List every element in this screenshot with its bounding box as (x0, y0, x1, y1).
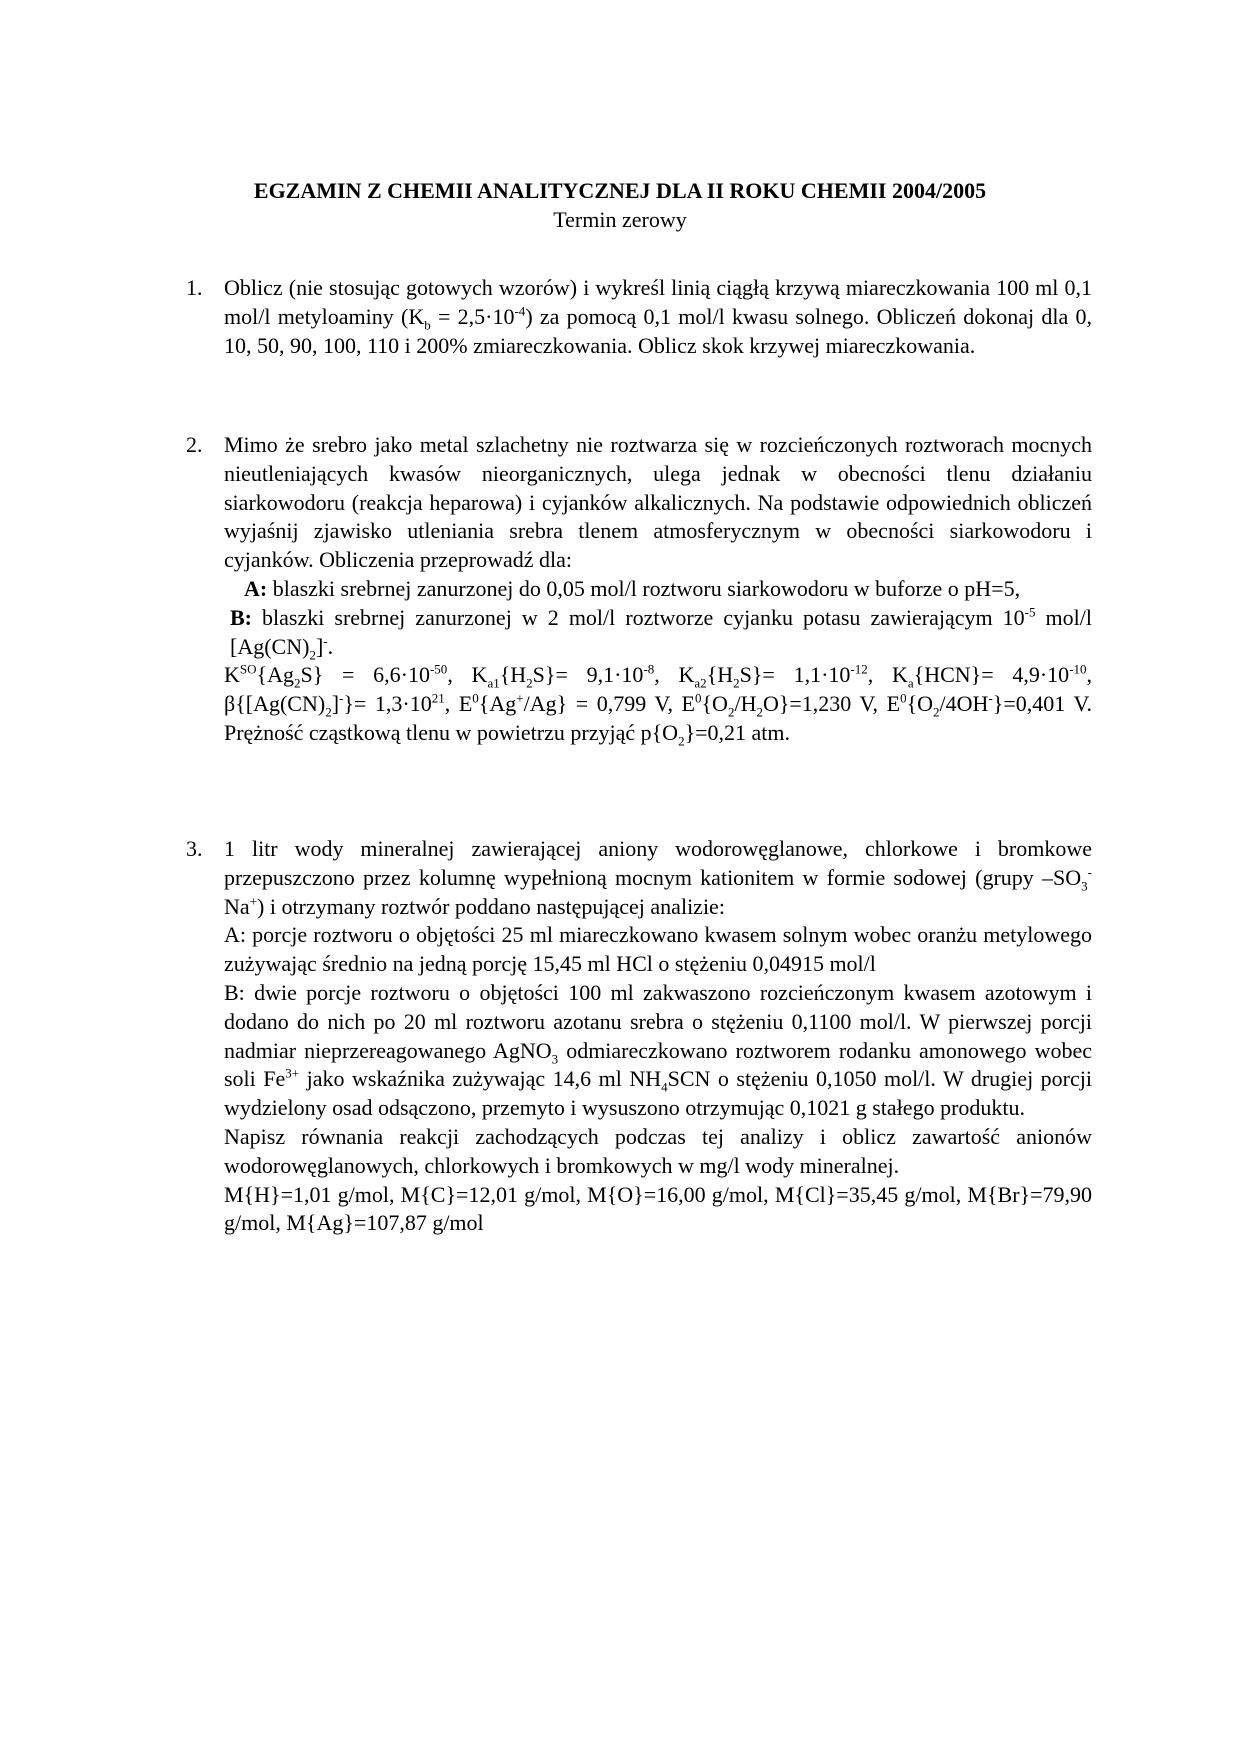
task-1-text (224, 274, 1092, 360)
task-3-text-part: SCN o stężeniu 0,1050 mol/l. W drugiej porcji wydzielony osad odsączono, przemyto i wysuszono otrzymując 0,1021 g stałego produktu. (224, 1066, 1092, 1121)
subscript: b (424, 317, 431, 333)
task-2-part-b (224, 604, 1092, 662)
task-2-part-a (224, 575, 1092, 604)
const-text: }=0,401 V. Prężność cząstkową tlenu w powietrzu przyjąć p{O (224, 691, 1092, 745)
subscript: 2 (756, 704, 763, 720)
subscript: 3 (551, 1050, 559, 1066)
superscript: SO (239, 662, 257, 678)
superscript: - (1087, 864, 1092, 880)
const-text: , β{[Ag(CN) (224, 662, 1093, 717)
subscript: 2 (325, 704, 332, 720)
subscript: 2 (526, 675, 533, 691)
exam-subtitle: Termin zerowy (553, 207, 687, 232)
subscript: 2 (293, 675, 301, 691)
superscript: -5 (1024, 604, 1036, 620)
subscript: 3 (1081, 878, 1088, 894)
const-text: , K (867, 662, 908, 688)
task-3-text-part: ) i otrzymany roztwór poddano następującej analizie: (257, 893, 725, 919)
task-2-number: 2. (186, 432, 203, 457)
superscript: - (988, 690, 993, 706)
subscript: a2 (694, 675, 707, 691)
task-2-constants (224, 661, 1092, 747)
task-3-part-a: A: porcje roztworu o objętości 25 ml miareczkowano kwasem solnym wobec oranżu metylowego zużywając średnio na jedną porcję 15,45 ml HCl o stężeniu 0,04915 mol/l (224, 922, 1092, 977)
const-text: {O (906, 691, 934, 717)
task-3-body (224, 835, 1092, 1238)
task-3-part-b (224, 979, 1092, 1123)
superscript: + (249, 893, 257, 909)
task-3-intro (224, 835, 1092, 921)
superscript: 0 (900, 690, 907, 706)
subscript: 2 (727, 704, 735, 720)
task-3-molar-masses: M{H}=1,01 g/mol, M{C}=12,01 g/mol, M{O}=16,00 g/mol, M{Cl}=35,45 g/mol, M{Br}=79,90 g/mol, M{Ag}=107,87 g/mol (224, 1181, 1092, 1236)
subscript: 2 (309, 646, 316, 662)
task-1-number: 1. (186, 275, 203, 300)
const-text: , K (654, 662, 695, 688)
task-2 (186, 431, 1092, 748)
task-3 (186, 835, 1092, 1238)
task-3-text-part: Na (224, 893, 250, 919)
const-text: , K (447, 662, 488, 688)
superscript: + (516, 690, 524, 706)
const-text: S}= 9,1·10 (532, 662, 644, 688)
superscript: - (339, 690, 344, 706)
subscript: 2 (733, 675, 740, 691)
superscript: 0 (472, 690, 479, 706)
superscript: -50 (429, 662, 448, 678)
subscript: a1 (487, 675, 500, 691)
part-b-label: B: (230, 604, 252, 630)
subscript: 2 (933, 704, 940, 720)
task-3-number: 3. (186, 836, 203, 861)
part-a-text: blaszki srebrnej zanurzonej do 0,05 mol/l roztworu siarkowodoru w buforze o pH=5, (267, 575, 1021, 601)
task-1-body (224, 274, 1092, 360)
subscript: 4 (661, 1079, 668, 1095)
part-b-text: ] (315, 633, 324, 659)
task-2-intro: Mimo że srebro jako metal szlachetny nie roztwarza się w rozcieńczonych roztworach mocnych nieutleniających kwasów nieorganicznych, ulega jednak w obecności tlenu działaniu siarkowodoru (reakcja heparowa) i cyjanków alkalicznych. Na podstawie odpowiednich obliczeń wyjaśnij zjawisko utleniania srebra tlenem atmosferycznym w obecności siarkowodoru i cyjanków. Obliczenia przeprowadź dla: (224, 432, 1092, 573)
const-text: }=0,21 atm. (684, 719, 791, 745)
const-text: K (224, 662, 240, 688)
superscript: - (323, 633, 328, 649)
task-3-text-part: odmiareczkowano roztworem rodanku amonowego wobec soli Fe (224, 1037, 1092, 1092)
superscript: -4 (514, 303, 526, 319)
const-text: {O (701, 691, 728, 717)
part-b-text: . (327, 633, 334, 659)
const-text: , E (444, 691, 473, 717)
const-text: O}=1,230 V, E (762, 691, 901, 717)
superscript: -8 (643, 662, 655, 678)
const-text: S}= 1,1·10 (739, 662, 851, 688)
const-text: S} = 6,6·10 (300, 662, 430, 688)
subscript: 2 (678, 733, 685, 749)
const-text: ] (331, 691, 340, 717)
task-1-text-part: = 2,5·10 (430, 303, 515, 329)
task-3-text-part: B: dwie porcje roztworu o objętości 100 ml zakwaszono rozcieńczonym kwasem azotowym i dodano do nich po 20 ml roztworu azotanu srebra o stężeniu 0,1100 mol/l. W pierwszej porcji nadmiar nieprzereagowanego AgNO (224, 979, 1092, 1063)
const-text: {Ag (256, 662, 294, 688)
const-text: {Ag (478, 691, 517, 717)
task-1-text-part: Oblicz (nie stosując gotowych wzorów) i wykreśl linią ciągłą krzywą miareczkowania 100 ml 0,1 mol/l metyloaminy (K (224, 275, 1092, 329)
const-text: {HCN}= 4,9·10 (913, 662, 1070, 688)
part-a-label: A: (244, 575, 268, 601)
superscript: -10 (1069, 662, 1087, 678)
superscript: 0 (695, 690, 702, 706)
subscript: a (907, 675, 914, 691)
superscript: 3+ (285, 1066, 300, 1082)
task-3-instruction: Napisz równania reakcji zachodzących podczas tej analizy i oblicz zawartość anionów wodorowęglanowych, chlorkowych i bromkowych w mg/l wody mineralnej. (224, 1123, 1092, 1178)
part-b-text: blaszki srebrnej zanurzonej w 2 mol/l roztworze cyjanku potasu zawierającym 10 (252, 604, 1025, 630)
task-1-text-part: ) za pomocą 0,1 mol/l kwasu solnego. Obliczeń dokonaj dla 0, 10, 50, 90, 100, 110 i 200% zmiareczkowania. Oblicz skok krzywej miareczkowania. (224, 303, 1092, 358)
task-3-text-part: jako wskaźnika zużywając 14,6 ml NH (299, 1066, 662, 1092)
exam-title: EGZAMIN Z CHEMII ANALITYCZNEJ DLA II ROKU CHEMII 2004/2005 (253, 178, 987, 203)
task-2-body (224, 431, 1092, 748)
const-text: {H (706, 662, 734, 688)
const-text: /Ag} = 0,799 V, E (523, 691, 695, 717)
const-text: /H (734, 691, 757, 717)
task-3-text-part: 1 litr wody mineralnej zawierającej aniony wodorowęglanowe, chlorkowe i bromkowe przepuszczono przez kolumnę wypełnioną mocnym kationitem w formie sodowej (grupy –SO (224, 836, 1092, 890)
superscript: -12 (850, 662, 868, 678)
superscript: 21 (431, 690, 445, 706)
const-text: /4OH (939, 691, 989, 717)
const-text: {H (499, 662, 527, 688)
const-text: }= 1,3·10 (343, 691, 432, 717)
part-b-text: mol/l [Ag(CN) (230, 604, 1093, 659)
task-1 (186, 274, 1092, 360)
